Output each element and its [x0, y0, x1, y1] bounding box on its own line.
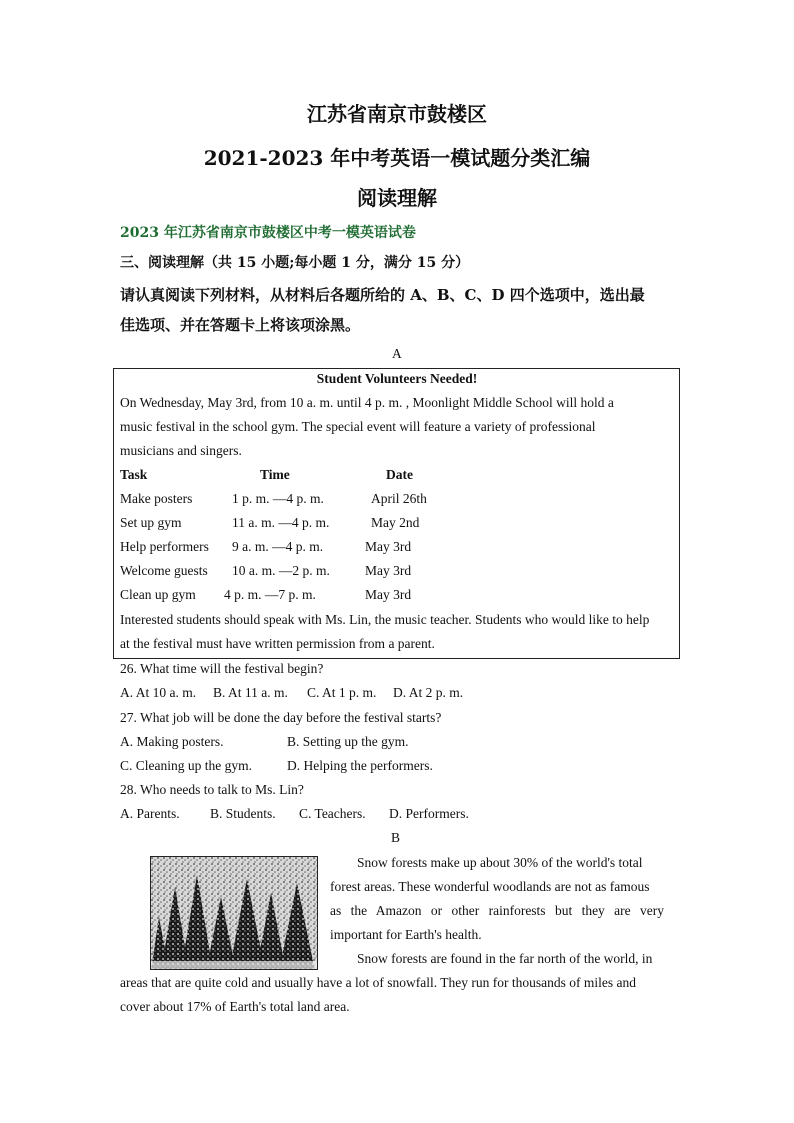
passage-b-line: areas that are quite cold and usually have a lot of snowfall. They run for thousands of miles and: [120, 975, 636, 990]
passage-b-line: Snow forests make up about 30% of the world's total: [357, 855, 643, 870]
passage-b-line: important for Earth's health.: [330, 927, 482, 942]
notice-intro-line: music festival in the school gym. The special event will feature a variety of professional: [120, 419, 596, 434]
table-cell-time: 1 p. m. —4 p. m.: [232, 491, 324, 506]
passage-b-line: Snow forests are found in the far north of the world, in: [357, 951, 653, 966]
notice-intro-line: On Wednesday, May 3rd, from 10 a. m. until 4 p. m. , Moonlight Middle School will hold a: [120, 395, 614, 410]
table-cell-date: May 3rd: [365, 563, 412, 578]
table-cell-task: Welcome guests: [120, 563, 208, 578]
instructions-line-1: 请认真阅读下列材料，从材料后各题所给的 A、B、C、D 四个选项中，选出最: [120, 286, 645, 304]
passage-b-label: B: [391, 830, 401, 845]
document-title-main: 2021-2023 年中考英语一模试题分类汇编: [203, 146, 591, 170]
table-cell-date: April 26th: [371, 491, 427, 506]
table-cell-time: 11 a. m. —4 p. m.: [232, 515, 330, 530]
notice-closing-line: at the festival must have written permission from a parent.: [120, 636, 435, 651]
table-cell-date: May 3rd: [365, 539, 412, 554]
column-header-time: Time: [260, 467, 290, 482]
notice-intro-line: musicians and singers.: [120, 443, 242, 458]
table-cell-time: 9 a. m. —4 p. m.: [232, 539, 324, 554]
question-27-option-c: C. Cleaning up the gym.: [120, 758, 252, 773]
table-cell-task: Make posters: [120, 491, 193, 506]
question-27-option-d: D. Helping the performers.: [287, 758, 433, 773]
question-26-option-d: D. At 2 p. m.: [393, 685, 464, 700]
snow-forest-image: [150, 856, 318, 970]
passage-b-line: forest areas. These wonderful woodlands are not as famous: [330, 879, 650, 894]
question-26-option-b: B. At 11 a. m.: [213, 685, 288, 700]
passage-a-label: A: [392, 346, 402, 361]
notice-heading: Student Volunteers Needed!: [316, 371, 478, 386]
question-26-option-c: C. At 1 p. m.: [307, 685, 377, 700]
document-title-region: 江苏省南京市鼓楼区: [307, 102, 487, 126]
question-27-option-a: A. Making posters.: [120, 734, 224, 749]
question-27-stem: 27. What job will be done the day before the festival starts?: [120, 710, 442, 725]
question-28-option-c: C. Teachers.: [299, 806, 366, 821]
question-26-stem: 26. What time will the festival begin?: [120, 661, 324, 676]
question-28-option-b: B. Students.: [210, 806, 276, 821]
instructions-line-2: 佳选项、并在答题卡上将该项涂黑。: [120, 316, 361, 334]
passage-b-line: as the Amazon or other rainforests but they are very: [330, 903, 665, 918]
table-cell-task: Set up gym: [120, 515, 182, 530]
question-26-option-a: A. At 10 a. m.: [120, 685, 197, 700]
passage-b-line: cover about 17% of Earth's total land area.: [120, 999, 350, 1014]
question-28-stem: 28. Who needs to talk to Ms. Lin?: [120, 782, 304, 797]
question-27-option-b: B. Setting up the gym.: [287, 734, 409, 749]
table-cell-time: 4 p. m. —7 p. m.: [224, 587, 316, 602]
table-cell-task: Clean up gym: [120, 587, 196, 602]
question-28-option-d: D. Performers.: [389, 806, 469, 821]
column-header-task: Task: [120, 467, 148, 482]
section-title: 三、阅读理解（共 15 小题;每小题 1 分，满分 15 分）: [120, 255, 470, 271]
table-cell-date: May 2nd: [371, 515, 420, 530]
question-28-option-a: A. Parents.: [120, 806, 180, 821]
exam-title: 2023 年江苏省南京市鼓楼区中考一模英语试卷: [120, 225, 416, 241]
table-cell-time: 10 a. m. —2 p. m.: [232, 563, 330, 578]
column-header-date: Date: [386, 467, 413, 482]
table-cell-task: Help performers: [120, 539, 209, 554]
notice-closing-line: Interested students should speak with Ms. Lin, the music teacher. Students who would like to help: [120, 612, 650, 627]
table-cell-date: May 3rd: [365, 587, 412, 602]
document-title-topic: 阅读理解: [357, 186, 437, 210]
